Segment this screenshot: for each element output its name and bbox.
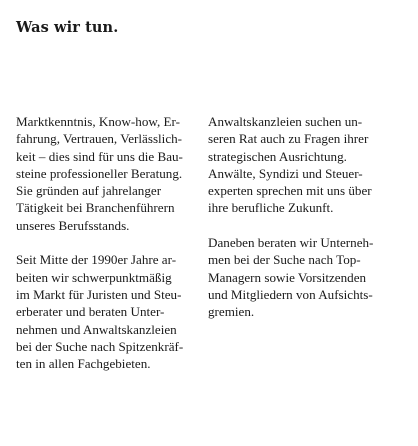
page-title: Was wir tun. (16, 18, 119, 36)
text-line: strategischen Ausrichtung. (208, 148, 347, 164)
paragraph-history (16, 251, 196, 372)
text-line: seren Rat auch zu Fragen ihrer (208, 131, 369, 147)
text-line: ihre berufliche Zukunft. (208, 200, 334, 216)
text-line: Managern sowie Vorsitzenden (208, 269, 367, 285)
text-line: Tätigkeit bei Branchenführern (16, 200, 175, 216)
left-text-column (16, 113, 196, 390)
text-line: steine professioneller Beratung. (16, 165, 183, 181)
text-line: bei der Suche nach Spitzenkräf- (16, 338, 184, 354)
text-line: Anwälte, Syndizi und Steuer- (208, 165, 363, 181)
text-line: ten in allen Fachgebieten. (16, 356, 151, 372)
text-line: im Markt für Juristen und Steu- (16, 286, 182, 302)
text-line: Daneben beraten wir Unterneh- (208, 235, 374, 251)
paragraph-expertise (16, 113, 196, 234)
paragraph-law-firms (208, 113, 388, 217)
text-line: keit – dies sind für uns die Bau- (16, 148, 183, 164)
text-line: Marktkenntnis, Know-how, Er- (16, 114, 180, 129)
text-line: gremien. (208, 304, 255, 320)
right-text-column (208, 113, 388, 338)
text-line: und Mitgliedern von Aufsichts- (208, 286, 373, 302)
text-line: fahrung, Vertrauen, Verlässlich- (16, 131, 183, 147)
text-line: Anwaltskanzleien suchen un- (208, 114, 363, 129)
text-line: Sie gründen auf jahrelanger (16, 183, 162, 199)
text-line: men bei der Suche nach Top- (208, 252, 361, 268)
text-line: unseres Berufsstands. (16, 217, 130, 233)
text-line: erberater und beraten Unter- (16, 304, 165, 320)
text-line: experten sprechen mit uns über (208, 183, 372, 199)
text-line: Seit Mitte der 1990er Jahre ar- (16, 252, 177, 268)
paragraph-executive-search (208, 234, 388, 320)
text-line: beiten wir schwerpunktmäßig (16, 269, 172, 285)
text-line: nehmen und Anwaltskanzleien (16, 321, 177, 337)
